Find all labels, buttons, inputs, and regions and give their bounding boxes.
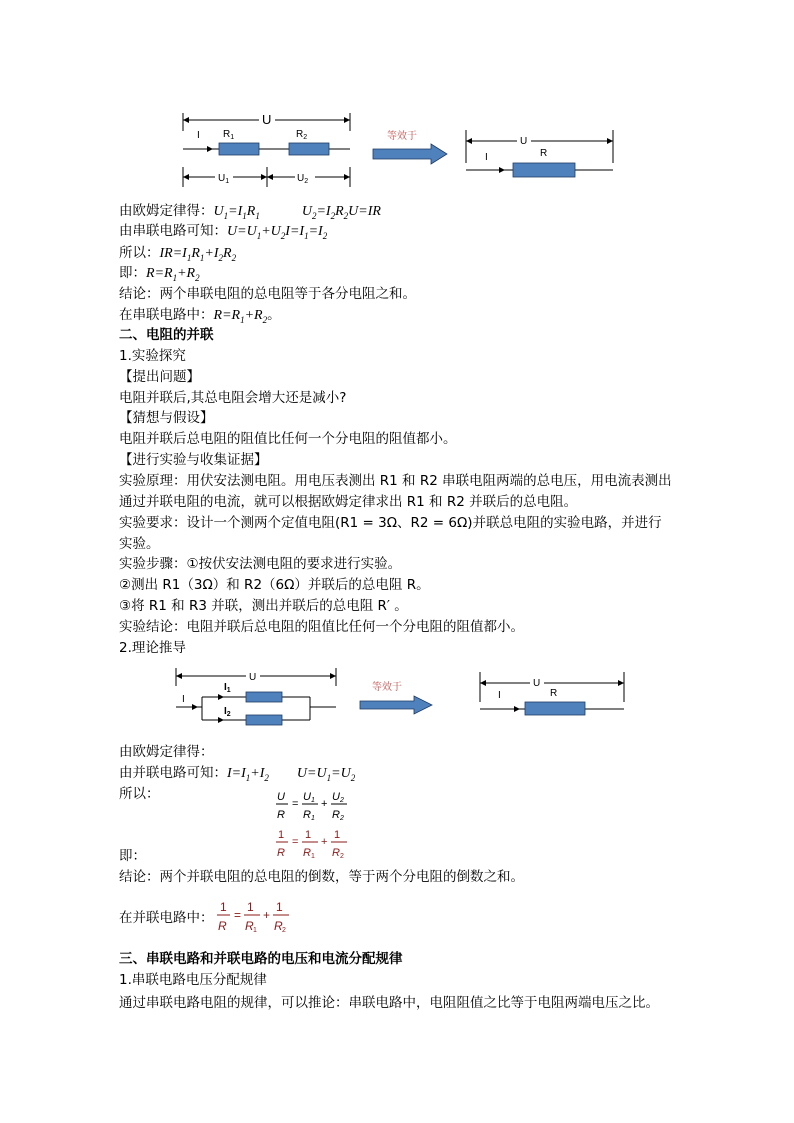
- diagram1-u-label: U: [262, 112, 272, 127]
- svg-text:+: +: [321, 798, 328, 810]
- svg-text:U: U: [303, 791, 311, 803]
- resistor-r2: [289, 143, 329, 155]
- svg-text:U: U: [249, 672, 257, 683]
- ohm-law-parallel: 由欧姆定律得：: [119, 744, 214, 760]
- svg-text:1: 1: [253, 927, 257, 934]
- svg-text:+: +: [321, 836, 328, 848]
- section2-sub1: 1.实验探究: [119, 348, 186, 364]
- parallel-ie: 即：: [119, 848, 146, 864]
- parallel-so: 所以：: [119, 786, 160, 802]
- svg-text:R: R: [540, 148, 548, 159]
- svg-text:=: =: [292, 836, 299, 848]
- hypothesis-text: 电阻并联后总电阻的阻值比任何一个分电阻的阻值都小。: [119, 431, 457, 447]
- section3-text: 通过串联电路电阻的规律，可以推论：串联电路中，电阻阻值之比等于电阻两端电压之比。: [119, 995, 659, 1011]
- svg-text:+: +: [263, 908, 271, 922]
- svg-text:U2: $U_2$: [297, 173, 309, 185]
- ohm-law-series: 由欧姆定律得：$U_1=I_1R_1$ $U_2=I_2R_2U=IR$: [119, 203, 381, 221]
- section2-sub2: 2.理论推导: [119, 640, 186, 656]
- step-1: 实验步骤：①按伏安法测电阻的要求进行实验。: [119, 556, 402, 572]
- svg-text:1: 1: [305, 829, 312, 841]
- series-ie: 即：$R=R_1+R_2$: [119, 265, 200, 283]
- series-circuit-diagram: [175, 105, 635, 195]
- principle-line-1: 实验原理：用伏安法测电阻。用电压表测出 R1 和 R2 串联电阻两端的总电压，用电流表测出: [119, 473, 672, 489]
- experiment-conclusion: 实验结论：电阻并联后总电阻的阻值比任何一个分电阻的阻值都小。: [119, 619, 524, 635]
- svg-text:U: U: [533, 678, 541, 689]
- series-conclusion: 结论：两个串联电阻的总电阻等于各分电阻之和。: [119, 286, 416, 302]
- section3-sub1: 1.串联电路电压分配规律: [119, 972, 267, 988]
- svg-text:R: R: [303, 847, 311, 859]
- series-so: 所以：$IR=I_1R_1+I_2R_2$: [119, 245, 237, 263]
- svg-text:1: 1: [311, 853, 315, 860]
- svg-text:1: 1: [278, 829, 285, 841]
- equivalence-arrow-2: [360, 696, 432, 714]
- svg-text:1: 1: [311, 815, 315, 822]
- svg-text:I: I: [485, 152, 488, 163]
- svg-text:2: 2: [282, 927, 286, 934]
- step-3: ③将 R1 和 R3 并联，测出并联后的总电阻 R′ 。: [119, 598, 408, 614]
- series-summary: 在串联电路中：$R=R_1+R_2$。: [119, 307, 281, 325]
- svg-text:=: =: [292, 798, 299, 810]
- svg-text:2: 2: [340, 853, 344, 860]
- svg-text:1: 1: [276, 900, 283, 914]
- resistor-r-equivalent: [513, 163, 575, 177]
- svg-text:1: 1: [311, 797, 315, 804]
- svg-text:U: U: [332, 791, 340, 803]
- fraction-parallel-summary: [214, 898, 304, 936]
- question-heading: 【提出问题】: [119, 369, 200, 385]
- svg-text:R: R: [332, 847, 340, 859]
- svg-text:1: 1: [247, 900, 254, 914]
- svg-text:I2: $I_2$: [224, 706, 231, 718]
- diagram1-arrow-label: 等效于: [387, 131, 417, 142]
- svg-text:=: =: [234, 908, 242, 922]
- resistor-r-equivalent-2: [525, 702, 585, 715]
- series-circuit-rule: 由串联电路可知：$U=U_1+U_2I=I_1=I_2$: [119, 223, 328, 241]
- svg-text:R: R: [303, 809, 311, 821]
- svg-text:U1: $U_1$: [218, 173, 230, 185]
- svg-text:2: 2: [340, 815, 344, 822]
- section3-heading: 三、串联电路和并联电路的电压和电流分配规律: [119, 951, 403, 967]
- step-2: ②测出 R1（3Ω）和 R2（6Ω）并联后的总电阻 R。: [119, 577, 430, 593]
- svg-text:1: 1: [220, 900, 227, 914]
- svg-text:U: U: [277, 791, 285, 803]
- svg-text:R2: $R_2$: [296, 129, 308, 141]
- question-text: 电阻并联后,其总电阻会增大还是减小?: [119, 390, 347, 406]
- svg-text:R1: $R_1$: [223, 129, 235, 141]
- svg-text:U: U: [520, 136, 528, 147]
- parallel-summary-label: 在并联电路中：: [119, 910, 214, 926]
- parallel-circuit-diagram: [170, 662, 640, 737]
- svg-text:R: R: [277, 809, 285, 821]
- section2-heading: 二、电阻的并联: [119, 327, 214, 343]
- svg-text:I: I: [498, 690, 501, 701]
- fraction-current-equation: [272, 788, 362, 824]
- svg-text:R: R: [550, 688, 558, 699]
- svg-text:R: R: [218, 919, 227, 933]
- svg-text:2: 2: [340, 797, 344, 804]
- parallel-circuit-rule: 由并联电路可知：$I=I_1+I_2$ $U=U_1=U_2$: [119, 765, 356, 783]
- svg-text:I1: $I_1$: [224, 682, 231, 694]
- svg-text:R: R: [274, 919, 283, 933]
- parallel-conclusion: 结论：两个并联电阻的总电阻的倒数，等于两个分电阻的倒数之和。: [119, 869, 524, 885]
- hypothesis-heading: 【猜想与假设】: [119, 410, 214, 426]
- diagram1-i-label: I: [197, 130, 200, 141]
- resistor-r2-parallel: [246, 715, 282, 725]
- resistor-r1: [219, 143, 259, 155]
- svg-text:1: 1: [334, 829, 341, 841]
- svg-text:R: R: [332, 809, 340, 821]
- svg-text:R: R: [245, 919, 254, 933]
- principle-line-2: 通过并联电阻的电流，就可以根据欧姆定律求出 R1 和 R2 并联后的总电阻。: [119, 494, 578, 510]
- fraction-resistance-equation: [272, 826, 362, 862]
- svg-text:I: I: [182, 694, 185, 705]
- equivalence-arrow: [373, 144, 447, 164]
- svg-text:等效于: 等效于: [372, 682, 402, 693]
- experiment-heading: 【进行实验与收集证据】: [119, 452, 268, 468]
- svg-text:R: R: [277, 847, 285, 859]
- requirement-line-2: 实验。: [119, 536, 160, 552]
- requirement-line-1: 实验要求：设计一个测两个定值电阻(R1 = 3Ω、R2 = 6Ω)并联总电阻的实验电路，并进行: [119, 515, 662, 531]
- resistor-r1-parallel: [246, 692, 282, 702]
